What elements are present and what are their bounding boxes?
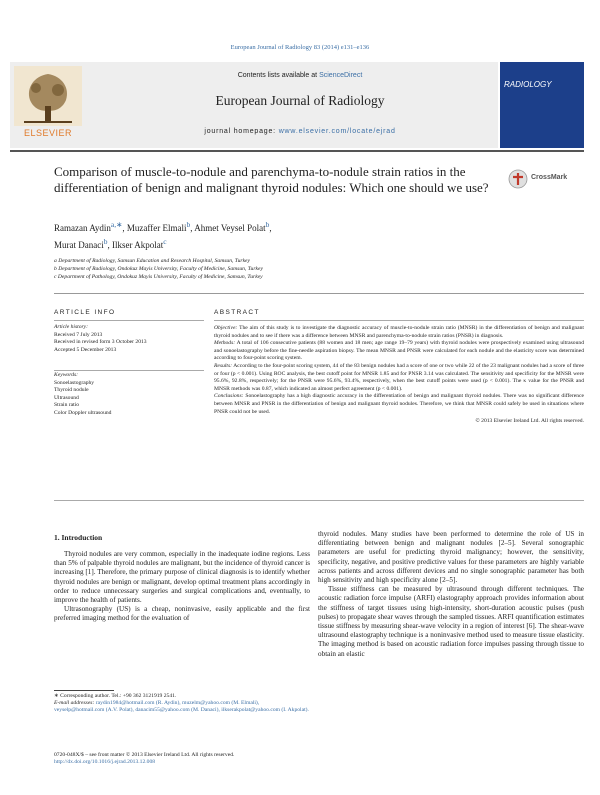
abstract-rule (214, 320, 584, 321)
crossmark-label: CrossMark (531, 174, 568, 181)
sciencedirect-link[interactable]: ScienceDirect (319, 72, 363, 79)
abstract-end-rule (54, 500, 584, 501)
journal-reference[interactable]: European Journal of Radiology 83 (2014) e131–e136 (230, 44, 370, 51)
copyright: © 2013 Elsevier Ireland Ltd. All rights reserved. (475, 418, 584, 425)
author-affil-sup[interactable]: c (163, 237, 167, 246)
keywords-rule (54, 370, 204, 371)
body-paragraph: Thyroid nodules are very common, especially in the inadequate iodine regions. Less than 5% of palpable thyroid nodules are malignant, but the incidence of thyroid cancer is increasing [1]. Therefore, the primary purpose of clinical diagnosis is to identify whether thyroid nodules are benign or malignant, develop optimal treatment plans accordingly in order to reduce unnecessary surgeries and surgical complications and, eventually, to improve the health of patients. (54, 550, 310, 605)
homepage-link[interactable]: www.elsevier.com/locate/ejrad (278, 128, 396, 135)
publisher-logo: ELSEVIER (23, 128, 73, 138)
emails-label: E-mail addresses: (54, 700, 95, 707)
body-paragraph: thyroid nodules. Many studies have been performed to determine the role of US in differentiating between benign and malignant nodules [2–5]. Several sonographic parameters are useful for predicting thyroid malignancy; however, the sensitivity, specificity, negative, and positive predictive values for these parameters are highly variable across patients and across different devices and no single sonographic parameter has both high sensitivity and high specificity alone [2–5]. (318, 530, 584, 585)
section-divider (54, 293, 584, 294)
author-affil-sup[interactable]: b (186, 220, 191, 229)
affiliation-item: a Department of Radiology, Samsun Education and Research Hospital, Samsun, Turkey (54, 258, 251, 264)
results-label: Results: (214, 362, 233, 369)
affiliation-item: b Department of Radiology, Ondokuz Mayis University, Faculty of Medicine, Samsun, Turkey (54, 266, 263, 272)
history-item: Received 7 July 2013 (54, 331, 103, 338)
abstract-text (214, 325, 584, 426)
keyword-item: Thyroid nodule (54, 387, 89, 394)
history-item: Received in revised form 3 October 2013 (54, 339, 147, 346)
bottom-info (54, 752, 310, 766)
body-paragraph: Tissue stiffness can be measured by ultrasound through different techniques. The acoustic radiation force impulse (ARFI) elastography approach provides information about the stiffness of target tissues using high-intensity, short-duration acoustic pulses (push pulses) to propagate shear waves through the sampled tissues. ARFI quantification estimates tissue stiffness by measuring shear-wave velocity in a region of interest [6]. The shear-wave ultrasound elastography technique is a noninvasive method used to measure tissue elasticity. The imaging method is based on acoustic radiation force impulses passing through tissue to obtain an elastic (318, 585, 584, 658)
keyword-item: Strain ratio (54, 402, 80, 409)
results-text: According to the four-point scoring system, 44 of the 83 benign nodules had a score of one or two while 22 of the 23 malignant nodules had a score of three or four (p < 0.001). Using ROC analysis, the best cutoff point for MNSR 1.85 and for PNSR 3.14 was calculated. The sensitivity and specificity for the MNSR were 95.6%, 92.8%, respectively; for the PNSR were 95.6%, 93.4%, respectively, when the best cutoff points were used (p < 0.001). The κ value for the PNSR and MNSR methods was 0.87, which indicated an almost perfect agreement (p < 0.001). (214, 362, 584, 392)
header-divider (10, 150, 584, 152)
footnote (54, 693, 310, 715)
author-name[interactable]: Muzaffer Elmali (126, 223, 187, 233)
methods-label: Methods: (214, 340, 236, 347)
footnote-rule (54, 690, 114, 691)
author-name[interactable]: Ahmet Veysel Polat (194, 223, 266, 233)
objective-label: Objective: (214, 325, 238, 331)
body-column-right (318, 530, 584, 659)
cover-title: RADIOLOGY (504, 80, 552, 89)
keywords-label: Keywords: (54, 372, 79, 378)
methods-text: A total of 106 consecutive patients (88 women and 18 men; age range 19–79 years) with thyroid nodules were prospectively examined using ultrasound and sonoelastography before the fine-needle aspiration biopsy. The mean MNSR and PNSR were calculated for each nodule and the elasticity score was determined according to four-point scoring system. (214, 340, 584, 362)
author-name[interactable]: Murat Danaci (54, 240, 104, 250)
body-paragraph: Ultrasonography (US) is a cheap, noninvasive, easily applicable and the first preferred imaging method for the evaluation of (54, 605, 310, 623)
abstract-heading: ABSTRACT (214, 309, 260, 316)
history-label: Article history: (54, 324, 89, 330)
journal-cover-image (500, 62, 584, 148)
issn-line: 0720-048X/$ – see front matter © 2013 Elsevier Ireland Ltd. All rights reserved. (54, 752, 235, 758)
author-name[interactable]: Ramazan Aydin (54, 223, 111, 233)
affiliation-item: c Department of Pathology, Ondokuz Mayis University, Faculty of Medicine, Samsun, Turkey (54, 274, 263, 280)
conclusions-text: Sonoelastography has a high diagnostic accuracy in the differentiation of benign and malignant thyroid nodules. There was no significant difference between MNSR and PNSR in the differentiation of benign and malignant thyroid nodules. Therefore, we think that MNSR could safely be used in situations where PNSR could not be used. (214, 393, 584, 415)
journal-title: European Journal of Radiology (215, 93, 385, 108)
keyword-item: Ultrasound (54, 394, 79, 401)
author-affil-sup[interactable]: a,∗ (110, 220, 123, 229)
author-name[interactable]: Ilkser Akpolat (111, 240, 164, 250)
contents-prefix: Contents lists available at (237, 72, 318, 79)
crossmark-badge[interactable] (508, 168, 580, 190)
article-title: Comparison of muscle-to-nodule and parenchyma-to-nodule strain ratios in the differentiation of benign and malignant thyroid nodules: Which one should we use? (54, 164, 489, 195)
keyword-item: Color Doppler ultrasound (54, 409, 112, 416)
author-affil-sup[interactable]: b (265, 220, 270, 229)
objective-text: The aim of this study is to investigate the diagnostic accuracy of muscle-to-nodule strain ratio (MNSR) in the differentiation of benign and malignant thyroid nodules and to see if there was a difference between MNSR and parenchyma-to-nodule strain ratios (PNSR) in diagnosis. (214, 325, 584, 339)
section-heading: 1. Introduction (54, 533, 103, 542)
author-list: Ramazan Aydin$^{a,∗}$, Muzaffer Elmali$^b$, Ahmet Veysel Polat$^b$, Murat Danaci$^b$, Ilkser Akpolat$^c$ (54, 220, 272, 250)
author-affil-sup[interactable]: b (103, 237, 108, 246)
body-column-left (54, 550, 310, 624)
article-history (54, 324, 204, 354)
article-info-heading: ARTICLE INFO (54, 309, 116, 316)
history-item: Accepted 5 December 2013 (54, 346, 117, 353)
homepage-label: journal homepage: (204, 128, 276, 135)
corresponding-author: ∗ Corresponding author. Tel.: +90 362 3121919 2541. (54, 693, 177, 699)
conclusions-label: Conclusions: (214, 393, 244, 400)
keywords (54, 372, 204, 418)
author-emails[interactable]: raydin1984@hotmail.com (R. Aydin), muzelm@yahoo.com (M. Elmali), veyselp@hotmail.com (A.V. Polat), danacim55@yahoo.com (M. Danaci), ilkserakpolat@yahoo.com (I. Akpolat). (54, 700, 309, 714)
affiliations (54, 257, 494, 281)
doi-link[interactable]: http://dx.doi.org/10.1016/j.ejrad.2013.12.008 (54, 759, 156, 766)
keyword-item: Sonoelastography (54, 379, 95, 386)
crossmark-icon (508, 169, 528, 189)
article-info-rule (54, 320, 204, 321)
